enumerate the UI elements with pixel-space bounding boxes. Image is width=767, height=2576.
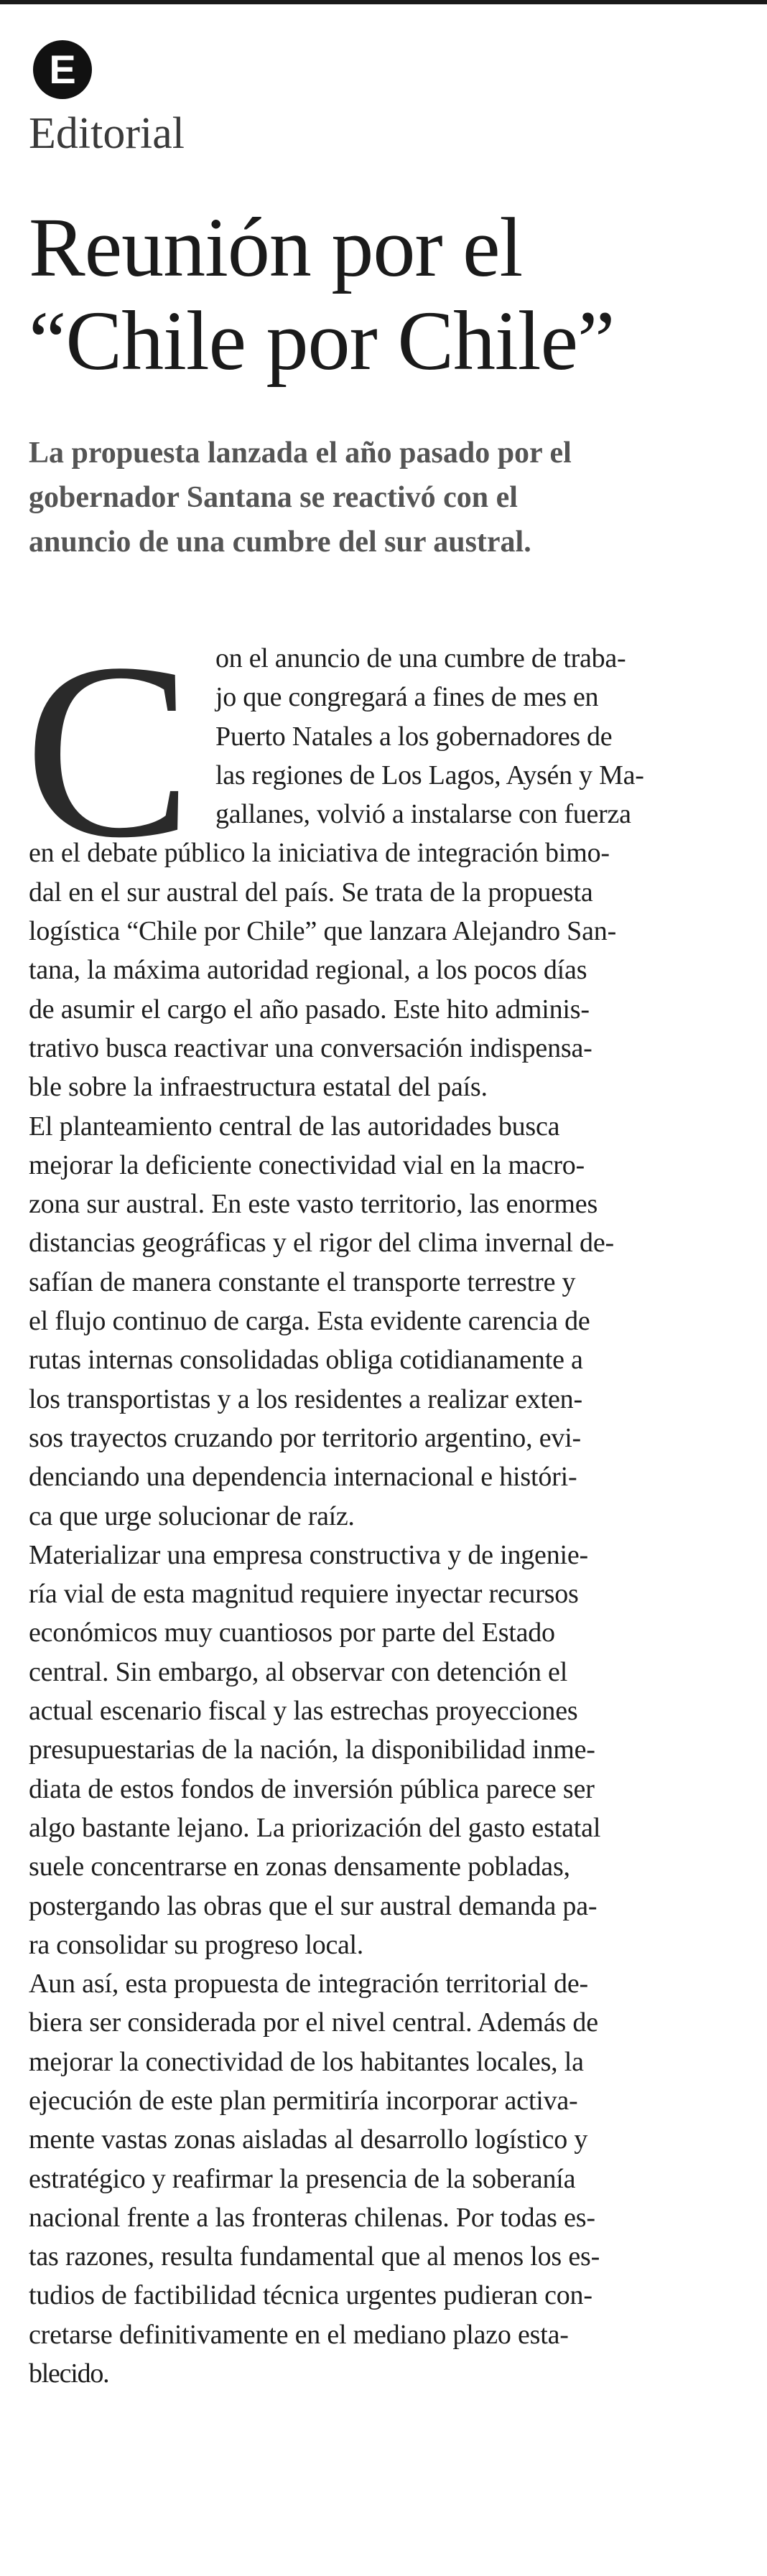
body-line: ble sobre la infraestructura estatal del país. [29, 1072, 488, 1103]
body-line: económicos muy cuantiosos por parte del Estado [29, 1618, 555, 1648]
body-line: ra consolidar su progreso local. [29, 1929, 363, 1960]
body-line: estratégico y reafirmar la presencia de la soberanía [29, 2163, 576, 2194]
body-line: actual escenario fiscal y las estrechas proyecciones [29, 1696, 578, 1727]
deck-line: gobernador Santana se reactivó con el [29, 481, 518, 514]
editorial-badge-icon: E [33, 40, 92, 99]
body-line: distancias geográficas y el rigor del clima invernal de- [29, 1228, 615, 1259]
body-line: de asumir el cargo el año pasado. Este hito adminis- [29, 994, 590, 1025]
article-body [29, 639, 754, 2393]
body-line: presupuestarias de la nación, la disponibilidad inme- [29, 1735, 595, 1765]
body-line: las regiones de Los Lagos, Aysén y Ma- [215, 760, 644, 790]
body-line: tudios de factibilidad técnica urgentes pudieran con- [29, 2280, 592, 2311]
body-line: los transportistas y a los residentes a realizar exten- [29, 1383, 582, 1414]
body-line: mejorar la conectividad de los habitantes locales, la [29, 2046, 584, 2077]
drop-cap: C [24, 611, 192, 890]
body-line: ría vial de esta magnitud requiere inyectar recursos [29, 1579, 579, 1610]
body-line: postergando las obras que el sur austral demanda pa- [29, 1890, 598, 1921]
body-line: en el debate público la iniciativa de integración bimo- [29, 838, 610, 869]
body-line: on el anuncio de una cumbre de traba- [215, 643, 626, 673]
headline [29, 201, 747, 388]
body-line: jo que congregará a fines de mes en [215, 682, 599, 713]
body-line: tana, la máxima autoridad regional, a los pocos días [29, 955, 587, 986]
body-line: logística “Chile por Chile” que lanzara Alejandro San- [29, 916, 617, 947]
body-line: el flujo continuo de carga. Esta evidente carencia de [29, 1306, 590, 1337]
deck-line: anuncio de una cumbre del sur austral. [29, 526, 531, 559]
body-line: rutas internas consolidadas obliga cotidianamente a [29, 1345, 583, 1376]
body-line: biera ser considerada por el nivel central. Además de [29, 2007, 598, 2038]
headline-line: “Chile por Chile” [29, 294, 615, 388]
body-line: Materializar una empresa constructiva y de ingenie- [29, 1539, 589, 1570]
body-line: Aun así, esta propuesta de integración territorial de- [29, 1969, 589, 1999]
body-line: zona sur austral. En este vasto territorio, las enormes [29, 1189, 598, 1220]
body-line: nacional frente a las fronteras chilenas. Por todas es- [29, 2202, 595, 2233]
body-line: sos trayectos cruzando por territorio argentino, evi- [29, 1422, 582, 1453]
body-line: tas razones, resulta fundamental que al menos los es- [29, 2241, 600, 2272]
headline-line: Reunión por el [29, 200, 523, 294]
deck-subtitle [29, 431, 747, 564]
deck-line: La propuesta lanzada el año pasado por el [29, 437, 572, 470]
body-line: algo bastante lejano. La priorización del gasto estatal [29, 1812, 601, 1843]
body-line: trativo busca reactivar una conversación indispensa- [29, 1032, 592, 1063]
body-line: mente vastas zonas aisladas al desarrollo logístico y [29, 2124, 588, 2155]
body-line: cretarse definitivamente en el mediano plazo esta- [29, 2319, 569, 2350]
body-line: ca que urge solucionar de raíz. [29, 1501, 355, 1531]
body-line: Puerto Natales a los gobernadores de [215, 721, 613, 752]
body-line: denciando una dependencia internacional e históri- [29, 1462, 577, 1493]
body-line: ejecución de este plan permitiría incorporar activa- [29, 2085, 578, 2116]
body-line: diata de estos fondos de inversión pública parece ser [29, 1773, 595, 1804]
body-line: central. Sin embargo, al observar con detención el [29, 1656, 568, 1687]
body-line: suele concentrarse en zonas densamente pobladas, [29, 1852, 570, 1882]
top-rule [0, 0, 767, 4]
section-label: Editorial [29, 109, 185, 158]
body-line: mejorar la deficiente conectividad vial en la macro- [29, 1149, 585, 1180]
body-line: blecido. [29, 2358, 109, 2389]
body-line: gallanes, volvió a instalarse con fuerza [215, 799, 631, 830]
body-line: safían de manera constante el transporte terrestre y [29, 1266, 576, 1297]
body-line: El planteamiento central de las autoridades busca [29, 1111, 560, 1142]
body-line: dal en el sur austral del país. Se trata de la propuesta [29, 877, 593, 907]
